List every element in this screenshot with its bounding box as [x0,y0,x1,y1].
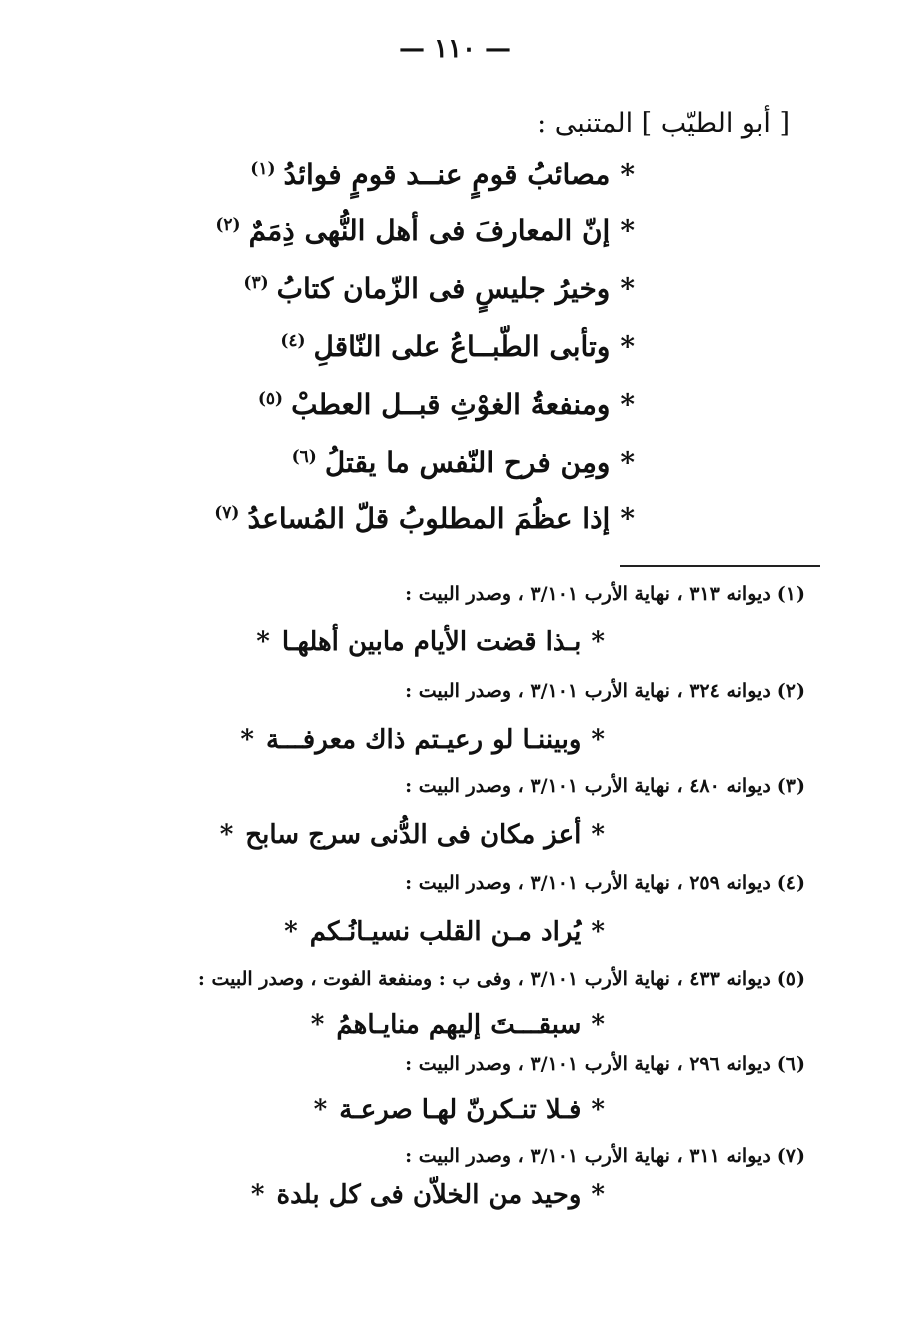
footnote-number: (١) [776,583,805,605]
verse-text: مصائبُ قومٍ عنــد قومٍ فوائدُ [283,158,611,191]
verse-line [214,502,635,535]
quoted-hemistich [251,1180,605,1210]
asterisk-icon: * [620,330,635,363]
asterisk-icon: * [591,820,605,850]
quoted-hemistich [240,725,605,755]
footnote-text: ديوانه ٣١٣ ، نهاية الأرب ٣/١٠١ ، وصدر البيت : [405,583,771,605]
asterisk-icon: * [620,388,635,421]
asterisk-icon: * [591,627,605,657]
footnote-number: (٦) [776,1053,805,1075]
poet-heading: [ أبو الطيّب ] المتنبى : [537,108,790,139]
footnote-marker: (٢) [215,214,241,235]
asterisk-icon: * [219,820,234,850]
footnote-number: (٧) [776,1145,805,1167]
quote-text: فـلا تنـكرنّ لهـا صرعـة [339,1095,582,1125]
asterisk-icon: * [620,214,635,247]
footnote [405,1053,805,1075]
asterisk-icon: * [591,725,605,755]
verse-line [215,214,635,247]
footnote [405,583,805,605]
footnote-number: (٣) [776,775,805,797]
verse-line [258,388,635,421]
footnote-marker: (٦) [291,446,317,467]
quoted-hemistich [314,1095,605,1125]
footnote-separator [620,565,820,567]
asterisk-icon: * [620,272,635,305]
footnote-text: ديوانه ٤٣٣ ، نهاية الأرب ٣/١٠١ ، وفى ب : ومنفعة الفوت ، وصدر البيت : [197,968,771,990]
verse-text: إذا عظُمَ المطلوبُ قلّ المُساعدُ [247,502,611,535]
quote-text: وبيننـا لو رعيـتم ذاك معرفـــة [266,725,582,755]
asterisk-icon: * [310,1010,325,1040]
quote-text: أعز مكان فى الدُّنى سرج سابح [245,820,582,850]
quote-text: وحيد من الخلاّن فى كل بلدة [276,1180,582,1210]
footnote-text: ديوانه ٣١١ ، نهاية الأرب ٣/١٠١ ، وصدر البيت : [405,1145,771,1167]
verse-line [243,272,635,305]
footnote-marker: (٤) [280,330,306,351]
footnote-text: ديوانه ٢٥٩ ، نهاية الأرب ٣/١٠١ ، وصدر البيت : [405,872,771,894]
footnote-text: ديوانه ٢٩٦ ، نهاية الأرب ٣/١٠١ ، وصدر البيت : [405,1053,771,1075]
asterisk-icon: * [250,1180,265,1210]
footnote-text: ديوانه ٤٨٠ ، نهاية الأرب ٣/١٠١ ، وصدر البيت : [405,775,771,797]
footnote-marker: (٧) [214,502,240,523]
footnote-number: (٢) [776,680,805,702]
quoted-hemistich [311,1010,605,1040]
footnote [405,775,805,797]
verse-text: إنّ المعارفَ فى أهل النُّهى ذِمَمٌ [248,214,611,247]
footnote [405,872,805,894]
asterisk-icon: * [620,446,635,479]
quoted-hemistich [256,627,605,657]
footnote-text: ديوانه ٣٢٤ ، نهاية الأرب ٣/١٠١ ، وصدر البيت : [405,680,771,702]
asterisk-icon: * [284,917,298,947]
verse-line [292,446,635,479]
footnote-marker: (٣) [243,272,269,293]
asterisk-icon: * [620,502,635,535]
asterisk-icon: * [256,627,270,657]
quote-text: سبقـــتَ إليهم منايـاهمُ [336,1010,582,1040]
footnote-marker: (٥) [257,388,284,409]
verse-line [250,158,635,191]
footnote-marker: (١) [250,158,276,179]
page-number: — ١١٠ — [398,34,512,64]
verse-text: ومنفعةُ الغوْثِ قبــل العطبْ [291,388,611,421]
verse-line [280,330,635,363]
asterisk-icon: * [591,917,605,947]
footnote-number: (٤) [776,872,805,894]
quoted-hemistich [284,917,605,947]
footnote [405,1145,805,1167]
verse-text: وخيرُ جليسٍ فى الزّمان كتابُ [276,272,611,305]
asterisk-icon: * [620,158,635,191]
asterisk-icon: * [240,725,254,755]
quote-text: يُراد مـن القلب نسيـانُـكم [309,917,582,947]
quote-text: بـذا قضت الأيام مابين أهلهـا [281,627,582,657]
footnote-number: (٥) [776,968,805,990]
quoted-hemistich [220,820,605,850]
verse-text: ومِن فرح النّفس ما يقتلُ [324,446,611,479]
asterisk-icon: * [313,1095,328,1125]
asterisk-icon: * [591,1095,605,1125]
asterisk-icon: * [591,1010,605,1040]
footnote [405,680,805,702]
verse-text: وتأبى الطّبــاعُ على النّاقلِ [313,330,611,363]
asterisk-icon: * [591,1180,605,1210]
footnote [198,968,805,990]
